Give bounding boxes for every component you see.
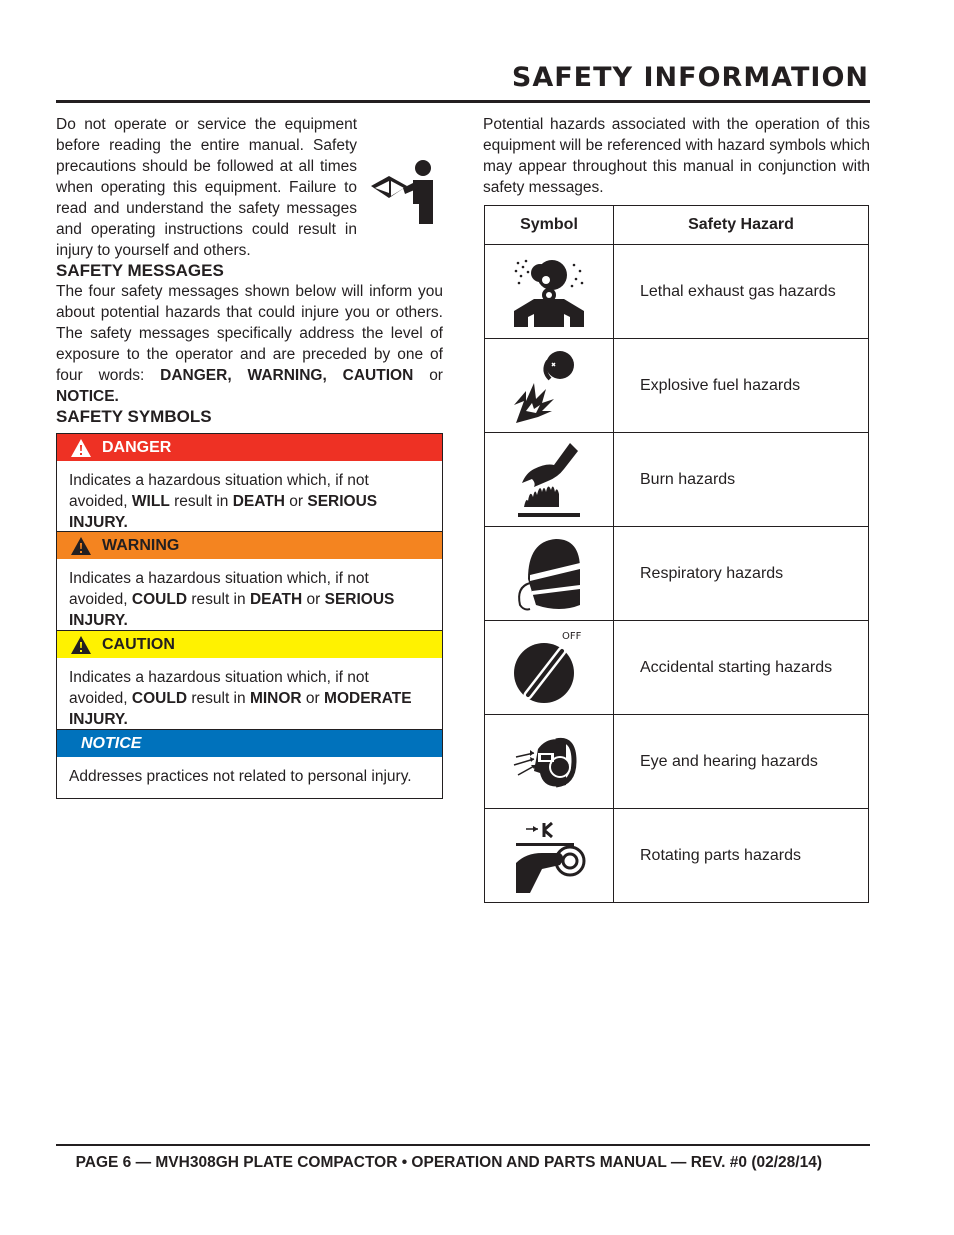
warning-label: WARNING [102, 536, 180, 554]
safety-messages-heading: SAFETY MESSAGES [56, 261, 224, 280]
danger-w2: DEATH [232, 493, 285, 510]
hazard-label: Lethal exhaust gas hazards [614, 245, 869, 339]
notice-text: Addresses practices not related to personal injury. [69, 768, 412, 785]
warning-triangle-icon [70, 438, 92, 458]
table-row [485, 433, 869, 527]
hazard-column-header: Safety Hazard [614, 206, 869, 245]
hazard-label: Rotating parts hazards [614, 809, 869, 903]
page-title: SAFETY INFORMATION [511, 62, 869, 93]
danger-box [56, 433, 443, 542]
caution-t2: result in [191, 690, 246, 707]
burn-hand-icon [510, 441, 588, 519]
warning-triangle-icon [70, 536, 92, 556]
hazard-label: Burn hazards [614, 433, 869, 527]
table-row [485, 715, 869, 809]
symbol-cell [485, 715, 614, 809]
symbol-cell [485, 621, 614, 715]
caution-bar [57, 631, 442, 658]
notice-label: NOTICE [81, 734, 142, 752]
symbol-cell [485, 245, 614, 339]
right-column [483, 114, 870, 198]
warning-w2: DEATH [249, 591, 303, 608]
caution-w2: MINOR [249, 690, 302, 707]
table-row [485, 527, 869, 621]
danger-w1: WILL [131, 493, 170, 510]
off-label: OFF [562, 630, 582, 642]
explosion-icon [510, 347, 588, 425]
safety-messages-text [56, 281, 443, 407]
warning-box [56, 531, 443, 640]
warning-bar [57, 532, 442, 559]
symbol-cell [485, 339, 614, 433]
warning-w3: SERIOUS INJURY. [69, 591, 395, 629]
danger-text [57, 461, 442, 541]
warning-t3: or [306, 591, 321, 608]
caution-t3: or [305, 690, 320, 707]
symbol-column-header: Symbol [485, 206, 614, 245]
notice-bar [57, 730, 442, 757]
hazard-label: Explosive fuel hazards [614, 339, 869, 433]
warning-t1: Indicates a hazardous situation which, if not avoided, [69, 570, 369, 608]
footer-rule [56, 1144, 870, 1146]
caution-t1: Indicates a hazardous situation which, if not avoided, [69, 669, 369, 707]
intro-block [56, 114, 443, 261]
person-reading-manual-icon [365, 158, 443, 224]
safety-symbols-heading: SAFETY SYMBOLS [56, 407, 212, 426]
notice-word: NOTICE. [56, 388, 119, 405]
exhaust-gas-icon [510, 253, 588, 331]
table-row [485, 339, 869, 433]
danger-w3: SERIOUS INJURY. [69, 493, 378, 531]
hazard-label: Eye and hearing hazards [614, 715, 869, 809]
hazard-table [484, 205, 869, 903]
warning-t2: result in [191, 591, 246, 608]
eye-ear-protection-icon [510, 723, 588, 801]
page-footer: PAGE 6 — MVH308GH PLATE COMPACTOR • OPERATION AND PARTS MANUAL — REV. #0 (02/28/14) [75, 1154, 822, 1171]
intro-text: Do not operate or service the equipment before reading the entire manual. Safety precautions should be followed at all times when operating this equipment. Failure to read and understand the safety messages and operating instructions could result in injury to yourself and others. [56, 116, 357, 259]
table-row [485, 809, 869, 903]
caution-box [56, 630, 443, 739]
symbol-cell [485, 809, 614, 903]
hazard-label: Accidental starting hazards [614, 621, 869, 715]
hazards-intro-text: Potential hazards associated with the operation of this equipment will be referenced with hazard symbols which may appear throughout this manual in conjunction with safety messages. [483, 116, 870, 196]
rotating-parts-icon [510, 817, 588, 895]
title-rule [56, 100, 870, 103]
hazard-label: Respiratory hazards [614, 527, 869, 621]
warning-w1: COULD [131, 591, 188, 608]
table-row [485, 621, 869, 715]
symbol-cell [485, 527, 614, 621]
danger-t1: Indicates a hazardous situation which, if not avoided, [69, 472, 369, 510]
off-switch-icon [510, 629, 588, 707]
caution-text [57, 658, 442, 738]
danger-label: DANGER [102, 438, 172, 456]
danger-bar [57, 434, 442, 461]
danger-t2: result in [174, 493, 229, 510]
danger-t3: or [289, 493, 304, 510]
symbol-cell [485, 433, 614, 527]
caution-w1: COULD [131, 690, 188, 707]
warning-text [57, 559, 442, 639]
caution-w3: MODERATE INJURY. [69, 690, 412, 728]
signal-words: DANGER, WARNING, CAUTION [160, 367, 414, 384]
respirator-icon [510, 535, 588, 613]
left-column [56, 114, 443, 427]
hazard-table-header [485, 206, 869, 245]
warning-triangle-icon [70, 635, 92, 655]
table-row [485, 245, 869, 339]
caution-label: CAUTION [102, 635, 175, 653]
notice-box [56, 729, 443, 799]
or-word: or [429, 367, 443, 384]
safety-messages-body: The four safety messages shown below will inform you about potential hazards that could injure you or others. The safety messages specifically address the level of exposure to the operator and are preceded by one of four words: [56, 283, 443, 384]
